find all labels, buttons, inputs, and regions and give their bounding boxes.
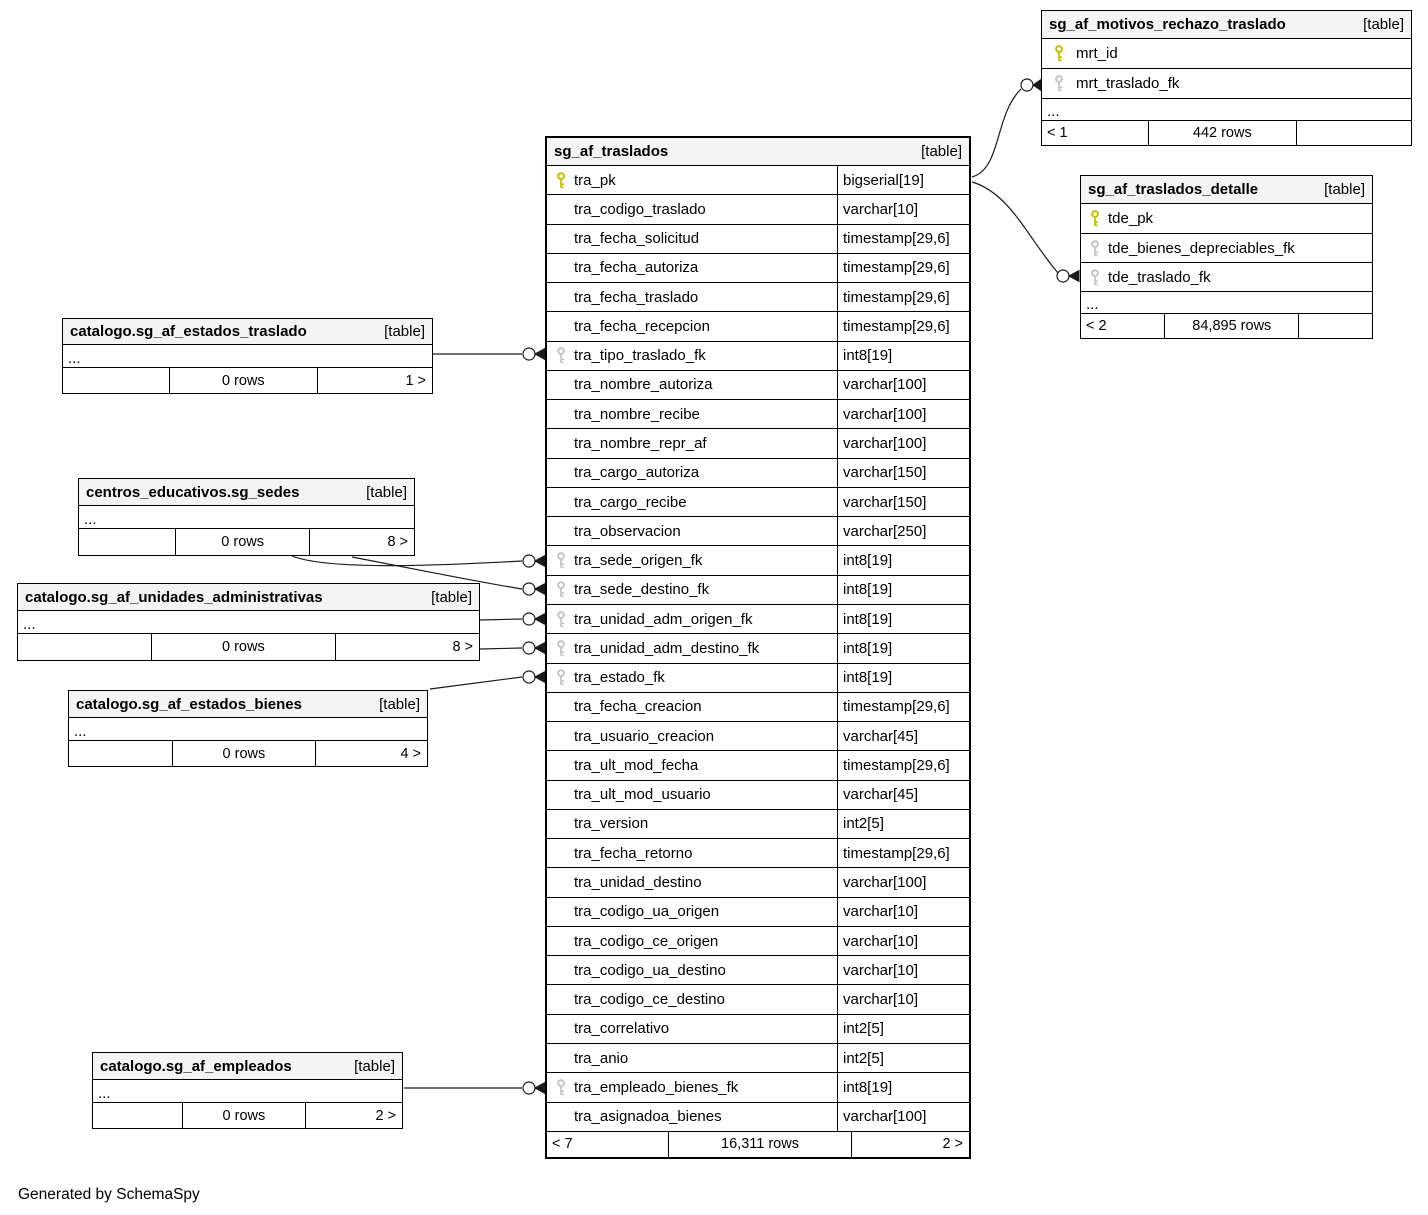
column-row: tde_traslado_fk — [1081, 263, 1372, 292]
footer-children-count: 1 > — [405, 372, 426, 389]
table-badge: [table] — [431, 588, 472, 606]
column-row: mrt_traslado_fk — [1042, 69, 1411, 99]
footer-children-count: 2 > — [942, 1136, 963, 1153]
edge-sedes-to-sede-origen-fk — [292, 555, 545, 567]
column-row: tra_sede_origen_fk int8[19] — [547, 546, 969, 575]
footer-parents-count — [63, 368, 170, 393]
column-row: tra_fecha_retorno timestamp[29,6] — [547, 839, 969, 868]
footer-row-count: 0 rows — [176, 529, 310, 555]
table-badge: [table] — [379, 695, 420, 713]
foreign-key-icon — [1090, 240, 1100, 257]
column-row: tra_codigo_traslado varchar[10] — [547, 195, 969, 224]
footer-parents-count: < 7 — [547, 1132, 669, 1157]
table-badge: [table] — [921, 143, 962, 160]
table-header[interactable] — [18, 584, 479, 611]
table-header[interactable] — [79, 479, 414, 506]
table-badge: [table] — [384, 323, 425, 340]
column-row: tra_cargo_recibe varchar[150] — [547, 488, 969, 517]
table-header[interactable] — [63, 319, 432, 345]
foreign-key-icon — [556, 640, 566, 657]
hidden-columns-ellipsis: ... — [1042, 99, 1411, 121]
table-catalogo-sg-af-estados-traslado[interactable] — [62, 318, 433, 394]
footer-parents-count — [93, 1103, 183, 1128]
column-row: tra_fecha_autoriza timestamp[29,6] — [547, 254, 969, 283]
edge-unidades-to-unidad-adm-origen-fk — [480, 613, 545, 625]
footer-row-count: 84,895 rows — [1165, 314, 1299, 338]
column-row: tra_nombre_autoriza varchar[100] — [547, 371, 969, 400]
table-footer — [18, 634, 479, 660]
column-row: tra_cargo_autoriza varchar[150] — [547, 459, 969, 488]
footer-children-count: 4 > — [400, 745, 421, 762]
table-header[interactable] — [1042, 11, 1411, 39]
table-name: sg_af_motivos_rechazo_traslado — [1049, 16, 1286, 33]
column-row: tra_empleado_bienes_fk int8[19] — [547, 1073, 969, 1102]
table-catalogo-sg-af-estados-bienes[interactable] — [68, 690, 428, 767]
footer-children-count: 8 > — [387, 534, 408, 550]
column-row: tra_fecha_recepcion timestamp[29,6] — [547, 312, 969, 341]
edge-tra-pk-to-mrt-traslado-fk — [972, 79, 1041, 177]
edge-estados-traslado-to-tipo-traslado-fk — [433, 348, 545, 360]
column-row: tra_correlativo int2[5] — [547, 1015, 969, 1044]
table-catalogo-sg-af-empleados[interactable] — [92, 1052, 403, 1129]
table-sg-af-traslados[interactable] — [545, 136, 971, 1159]
table-footer — [547, 1132, 969, 1157]
primary-key-icon — [556, 172, 566, 189]
foreign-key-icon — [556, 611, 566, 628]
foreign-key-icon — [1090, 269, 1100, 286]
column-row: tra_unidad_adm_destino_fk int8[19] — [547, 634, 969, 663]
column-row: tra_ult_mod_fecha timestamp[29,6] — [547, 751, 969, 780]
foreign-key-icon — [556, 552, 566, 569]
footer-row-count: 0 rows — [173, 741, 316, 766]
table-sg-af-traslados-detalle[interactable] — [1080, 175, 1373, 339]
table-badge: [table] — [354, 1057, 395, 1075]
footer-row-count: 16,311 rows — [669, 1132, 852, 1157]
column-row: tra_version int2[5] — [547, 810, 969, 839]
table-footer — [1042, 121, 1411, 145]
column-row: tra_usuario_creacion varchar[45] — [547, 722, 969, 751]
column-row: tra_observacion varchar[250] — [547, 517, 969, 546]
table-badge: [table] — [1324, 181, 1365, 198]
table-centros-educativos-sg-sedes[interactable] — [78, 478, 415, 556]
hidden-columns-ellipsis: ... — [63, 345, 432, 368]
table-name: sg_af_traslados_detalle — [1088, 181, 1259, 198]
footer-children-count: 2 > — [375, 1107, 396, 1124]
foreign-key-icon — [556, 581, 566, 598]
column-row: tra_asignadoa_bienes varchar[100] — [547, 1103, 969, 1132]
footer-parents-count — [18, 634, 152, 660]
table-header[interactable] — [1081, 176, 1372, 204]
foreign-key-icon — [1054, 75, 1064, 92]
table-footer — [93, 1103, 402, 1128]
table-footer — [79, 529, 414, 555]
column-row: tra_unidad_adm_origen_fk int8[19] — [547, 605, 969, 634]
primary-key-icon — [1054, 45, 1064, 62]
table-footer — [69, 741, 427, 766]
column-row: tra_sede_destino_fk int8[19] — [547, 576, 969, 605]
footer-parents-count — [69, 741, 173, 766]
hidden-columns-ellipsis: ... — [79, 506, 414, 529]
table-name: catalogo.sg_af_estados_bienes — [76, 695, 302, 713]
table-catalogo-sg-af-unidades-administrativas[interactable] — [17, 583, 480, 661]
footer-row-count: 0 rows — [152, 634, 336, 660]
column-row: tde_pk — [1081, 204, 1372, 234]
column-row: tra_anio int2[5] — [547, 1044, 969, 1073]
foreign-key-icon — [556, 347, 566, 364]
table-footer — [1081, 314, 1372, 338]
table-name: centros_educativos.sg_sedes — [86, 483, 300, 501]
column-row: tra_nombre_recibe varchar[100] — [547, 400, 969, 429]
table-sg-af-motivos-rechazo-traslado[interactable] — [1041, 10, 1412, 146]
footer-row-count: 0 rows — [183, 1103, 307, 1128]
table-badge: [table] — [1363, 16, 1404, 33]
column-row: tra_pk bigserial[19] — [547, 166, 969, 195]
footer-row-count: 442 rows — [1149, 121, 1297, 145]
hidden-columns-ellipsis: ... — [18, 611, 479, 634]
table-name: catalogo.sg_af_empleados — [100, 1057, 292, 1075]
generated-by-credit: Generated by SchemaSpy — [18, 1186, 200, 1203]
footer-children-count: 8 > — [452, 639, 473, 655]
footer-children-count — [1297, 121, 1411, 145]
footer-parents-count — [79, 529, 176, 555]
table-name: catalogo.sg_af_estados_traslado — [70, 323, 307, 340]
foreign-key-icon — [556, 1079, 566, 1096]
footer-parents-count: < 1 — [1042, 121, 1149, 145]
column-row: tra_unidad_destino varchar[100] — [547, 868, 969, 897]
column-row: tra_ult_mod_usuario varchar[45] — [547, 781, 969, 810]
table-name: sg_af_traslados — [554, 143, 669, 160]
edge-estados-bienes-to-estado-fk — [430, 671, 545, 689]
column-row: tra_fecha_creacion timestamp[29,6] — [547, 693, 969, 722]
foreign-key-icon — [556, 669, 566, 686]
column-row: tra_codigo_ua_destino varchar[10] — [547, 956, 969, 985]
column-row: tra_fecha_traslado timestamp[29,6] — [547, 283, 969, 312]
column-row: tra_codigo_ce_origen varchar[10] — [547, 927, 969, 956]
hidden-columns-ellipsis: ... — [69, 718, 427, 741]
column-row: tra_codigo_ua_origen varchar[10] — [547, 898, 969, 927]
edge-unidades-to-unidad-adm-destino-fk — [480, 642, 545, 654]
primary-key-icon — [1090, 210, 1100, 227]
edge-empleados-to-empleado-bienes-fk — [404, 1082, 545, 1094]
table-header[interactable] — [93, 1053, 402, 1080]
column-row: tra_fecha_solicitud timestamp[29,6] — [547, 225, 969, 254]
footer-row-count: 0 rows — [170, 368, 318, 393]
hidden-columns-ellipsis: ... — [1081, 292, 1372, 314]
column-row: tra_tipo_traslado_fk int8[19] — [547, 342, 969, 371]
table-header[interactable] — [69, 691, 427, 718]
table-footer — [63, 368, 432, 393]
column-row: tde_bienes_depreciables_fk — [1081, 234, 1372, 263]
column-row: tra_nombre_repr_af varchar[100] — [547, 429, 969, 458]
hidden-columns-ellipsis: ... — [93, 1080, 402, 1103]
table-header[interactable] — [547, 138, 969, 166]
footer-children-count — [1299, 314, 1372, 338]
column-row: mrt_id — [1042, 39, 1411, 69]
footer-parents-count: < 2 — [1081, 314, 1165, 338]
table-name: catalogo.sg_af_unidades_administrativas — [25, 588, 323, 606]
edge-tra-pk-to-tde-traslado-fk — [972, 182, 1079, 282]
column-row: tra_estado_fk int8[19] — [547, 664, 969, 693]
column-row: tra_codigo_ce_destino varchar[10] — [547, 985, 969, 1014]
table-badge: [table] — [366, 483, 407, 501]
